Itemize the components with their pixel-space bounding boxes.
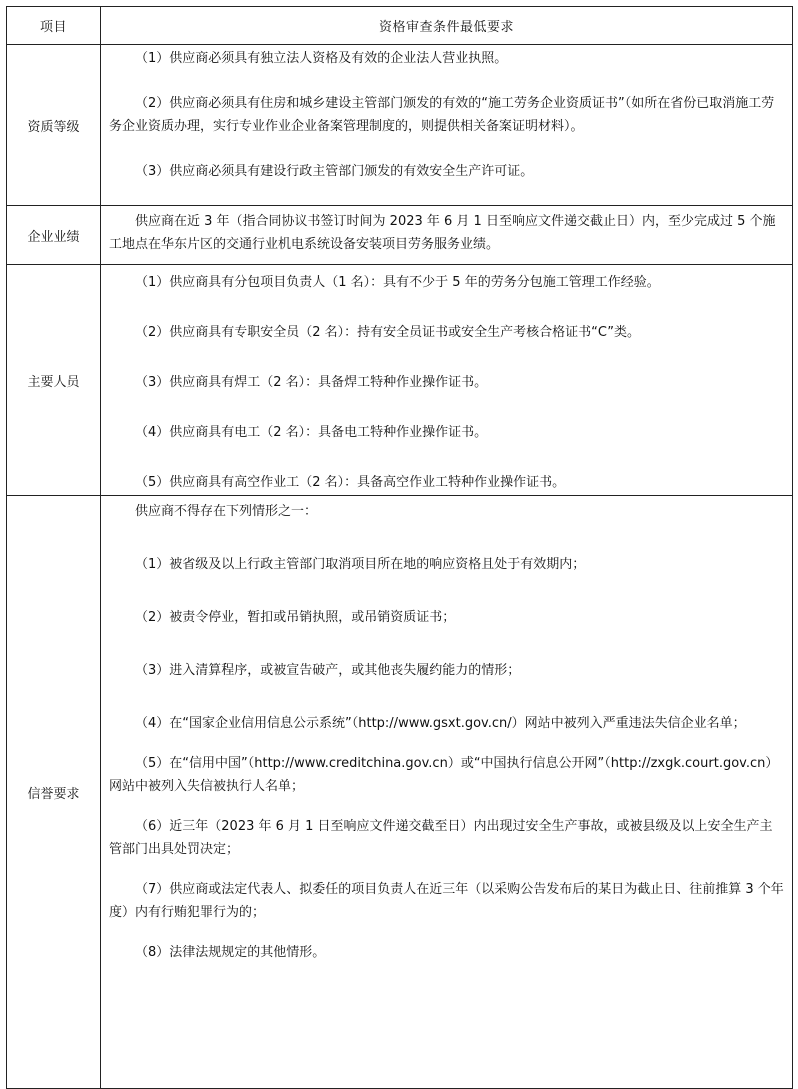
requirement-text: （4）在“国家企业信用信息公示系统”（http://www.gsxt.gov.cn/）网站中被列入严重违法失信企业名单； bbox=[135, 716, 746, 731]
requirement-text: （2）供应商必须具有住房和城乡建设主管部门颁发的有效的“施工劳务企业资质证书”（如所在省份已取消施工劳务企业资质办理，实行专业作业企业备案管理制度的，则提供相关备案证明材料）。 bbox=[109, 96, 775, 134]
table-row bbox=[7, 206, 793, 265]
requirement-text: （5）供应商具有高空作业工（2 名）：具备高空作业工特种作业操作证书。 bbox=[135, 475, 566, 490]
table-row bbox=[7, 45, 793, 206]
requirement-text: （3）供应商具有焊工（2 名）：具备焊工特种作业操作证书。 bbox=[135, 375, 488, 390]
requirement-text: （1）供应商必须具有独立法人资格及有效的企业法人营业执照。 bbox=[135, 51, 508, 66]
requirement-cell bbox=[101, 206, 793, 265]
qualification-table bbox=[6, 6, 793, 1089]
header-item: 项目 bbox=[7, 7, 101, 45]
requirement-text: （7）供应商或法定代表人、拟委任的项目负责人在近三年（以采购公告发布后的某日为截止日、往前推算 3 个年度）内有行贿犯罪行为的； bbox=[109, 882, 784, 920]
category-cell: 主要人员 bbox=[7, 265, 101, 496]
requirement-text: （2）供应商具有专职安全员（2 名）：持有安全员证书或安全生产考核合格证书“C”类。 bbox=[135, 325, 640, 340]
requirement-text: （1）供应商具有分包项目负责人（1 名）：具有不少于 5 年的劳务分包施工管理工作经验。 bbox=[135, 275, 660, 290]
requirements-document bbox=[6, 6, 792, 1089]
category-cell: 信誉要求 bbox=[7, 496, 101, 1089]
requirement-text: （2）被责令停业，暂扣或吊销执照，或吊销资质证书； bbox=[135, 610, 456, 625]
requirement-text: 供应商不得存在下列情形之一： bbox=[135, 504, 318, 519]
requirement-cell bbox=[101, 45, 793, 206]
requirement-text: （3）供应商必须具有建设行政主管部门颁发的有效安全生产许可证。 bbox=[135, 164, 534, 179]
table-header-row bbox=[7, 7, 793, 45]
requirement-text: （5）在“信用中国”（http://www.creditchina.gov.cn）或“中国执行信息公开网”（http://zxgk.court.gov.cn）网站中被列入失信被执行人名单； bbox=[109, 756, 779, 794]
requirement-text: （6）近三年（2023 年 6 月 1 日至响应文件递交截至日）内出现过安全生产事故，或被县级及以上安全生产主管部门出具处罚决定； bbox=[109, 819, 773, 857]
requirement-text: （1）被省级及以上行政主管部门取消项目所在地的响应资格且处于有效期内； bbox=[135, 557, 586, 572]
requirement-text: （4）供应商具有电工（2 名）：具备电工特种作业操作证书。 bbox=[135, 425, 488, 440]
category-cell: 企业业绩 bbox=[7, 206, 101, 265]
requirement-text: 供应商在近 3 年（指合同协议书签订时间为 2023 年 6 月 1 日至响应文件递交截止日）内，至少完成过 5 个施工地点在华东片区的交通行业机电系统设备安装项目劳务服务业绩。 bbox=[109, 214, 776, 252]
table-row bbox=[7, 496, 793, 1089]
header-requirements: 资格审查条件最低要求 bbox=[101, 7, 793, 45]
category-cell: 资质等级 bbox=[7, 45, 101, 206]
requirement-text: （8）法律法规规定的其他情形。 bbox=[135, 945, 326, 960]
requirement-text: （3）进入清算程序，或被宣告破产，或其他丧失履约能力的情形； bbox=[135, 663, 521, 678]
table-row bbox=[7, 265, 793, 496]
requirement-cell bbox=[101, 265, 793, 496]
requirement-cell bbox=[101, 496, 793, 1089]
